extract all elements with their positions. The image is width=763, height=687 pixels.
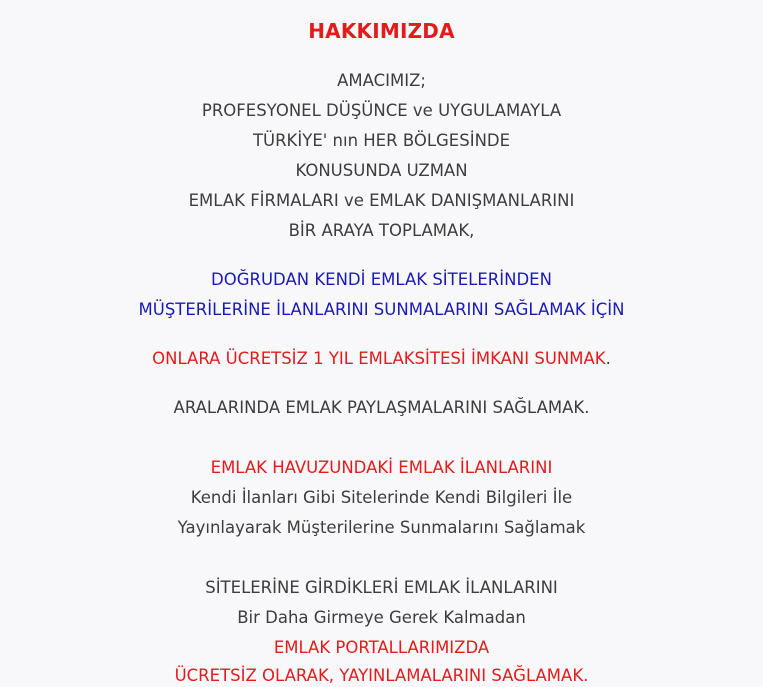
portal-line-red: ÜCRETSİZ OLARAK, YAYINLAMALARINI SAĞLAMAK. [174, 666, 589, 685]
portal-line: Bir Daha Girmeye Gerek Kalmadan [237, 608, 526, 627]
mission-line: PROFESYONEL DÜŞÜNCE ve UYGULAMAYLA [201, 101, 562, 120]
free-offer-text: ONLARA ÜCRETSİZ 1 YIL EMLAKSİTESİ İMKANI SUNMAK [152, 349, 606, 368]
highlight-line-blue: DOĞRUDAN KENDİ EMLAK SİTELERİNDEN [211, 270, 552, 289]
page-title: HAKKIMIZDA [308, 19, 455, 43]
portal-line-red: EMLAK PORTALLARIMIZDA [273, 638, 490, 657]
mission-line: EMLAK FİRMALARI ve EMLAK DANIŞMANLARINI [188, 191, 575, 210]
mission-line: TÜRKİYE' nın HER BÖLGESİNDE [252, 131, 511, 150]
mission-heading: AMACIMIZ; [337, 71, 426, 90]
highlight-line-blue: MÜŞTERİLERİNE İLANLARINI SUNMALARINI SAĞLAMAK İÇİN [138, 300, 625, 319]
mission-line: BİR ARAYA TOPLAMAK, [288, 221, 475, 240]
portal-heading: SİTELERİNE GİRDİKLERİ EMLAK İLANLARINI [205, 578, 558, 597]
free-offer-line [0, 344, 763, 374]
mission-line: KONUSUNDA UZMAN [295, 161, 468, 180]
free-offer-period: . [605, 349, 611, 368]
pool-line: Kendi İlanları Gibi Sitelerinde Kendi Bilgileri İle [190, 488, 573, 507]
pool-line: Yayınlayarak Müşterilerine Sunmalarını Sağlamak [177, 518, 586, 537]
pool-heading: EMLAK HAVUZUNDAKİ EMLAK İLANLARINI [210, 458, 553, 477]
sharing-line: ARALARINDA EMLAK PAYLAŞMALARINI SAĞLAMAK. [173, 398, 590, 417]
